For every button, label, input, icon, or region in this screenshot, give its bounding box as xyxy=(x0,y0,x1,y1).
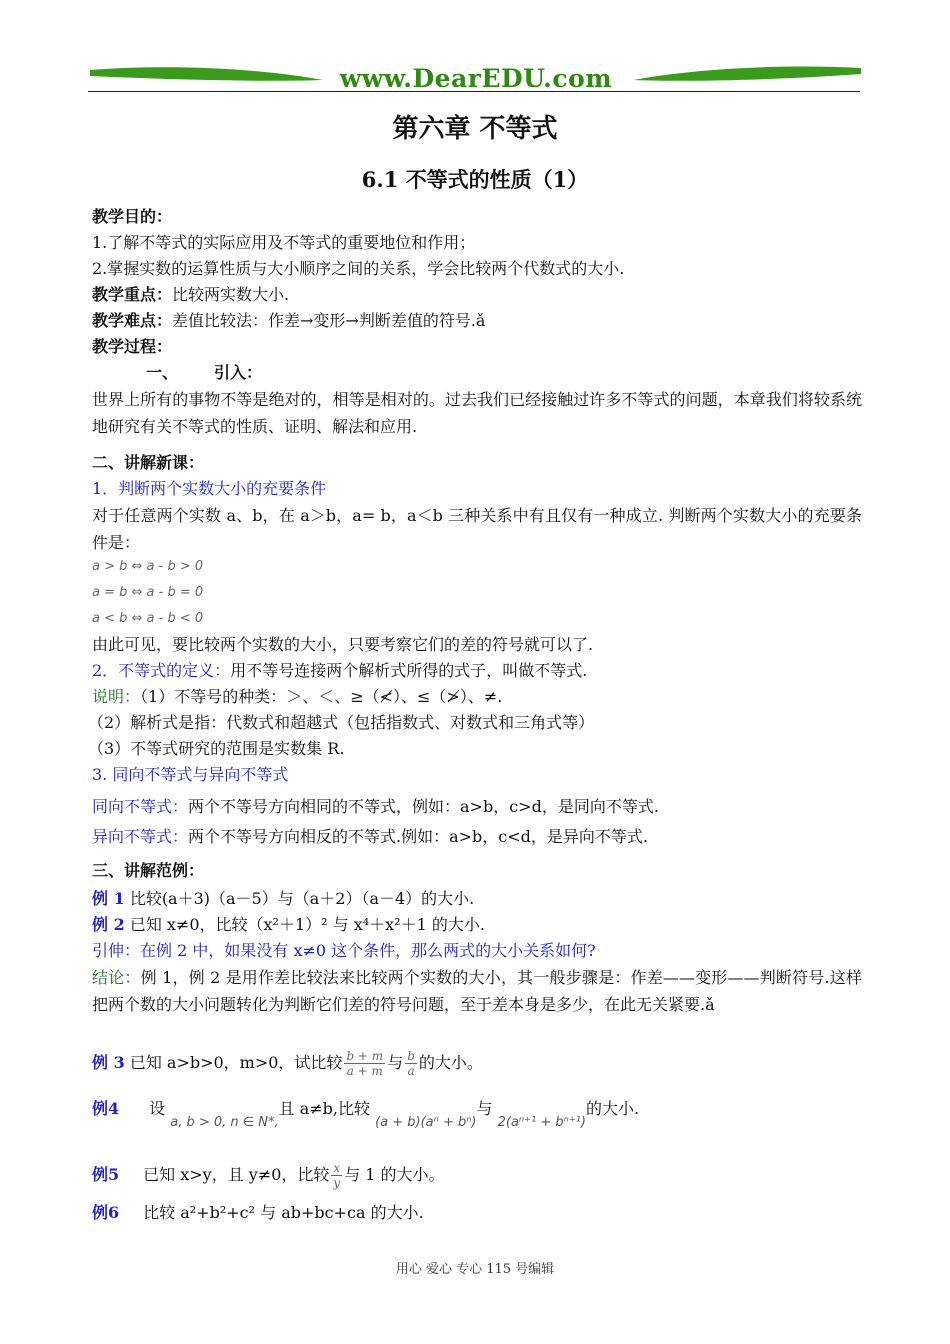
example-4-post: 的大小. xyxy=(585,1099,640,1118)
key-text: 比较两实数大小. xyxy=(172,285,290,304)
opposite-text: 两个不等号方向相反的不等式.例如：a>b，c<d，是异向不等式. xyxy=(188,827,648,846)
s1-paragraph: 对于任意两个实数 a、b，在 a＞b，a= b，a＜b 三种关系中有且仅有一种成立. 判断两个实数大小的充要条件是： xyxy=(92,506,862,552)
examples-heading: 三、讲解范例： xyxy=(92,861,205,880)
note-label: 说明： xyxy=(92,687,141,706)
condition-greater: a > b ⇔ a - b > 0 xyxy=(92,559,204,574)
example-4-condition: a, b > 0, n ∈ N*, xyxy=(170,1115,279,1130)
page-footer: 用心 爱心 专心 115 号编辑 xyxy=(395,1262,555,1277)
example-4-mid1: 且 a≠b,比较 xyxy=(278,1099,370,1118)
note-1 xyxy=(92,686,502,708)
conclusion-label: 结论： xyxy=(92,968,141,987)
example-5-pre: 已知 x>y，且 y≠0，比较 xyxy=(143,1165,330,1184)
example-6-label: 例6 xyxy=(92,1203,120,1222)
section-title: 6.1 不等式的性质（1） xyxy=(361,167,589,192)
example-6-text: 比较 a²+b²+c² 与 ab+bc+ca 的大小. xyxy=(143,1203,424,1222)
intro-number: 一、 xyxy=(146,363,179,382)
process-heading: 教学过程： xyxy=(92,337,173,356)
example-5-fraction: $\frac{x}{y}$ xyxy=(333,1161,341,1190)
example-4-label: 例4 xyxy=(92,1099,120,1118)
example-3-label: 例 3 xyxy=(92,1053,125,1072)
intro-paragraph: 世界上所有的事物不等是绝对的，相等是相对的。过去我们已经接触过许多不等式的问题，本章我们将较系统地研究有关不等式的性质、证明、解法和应用. xyxy=(92,390,862,436)
same-direction xyxy=(92,796,659,818)
new-lesson-heading: 二、讲解新课： xyxy=(92,453,205,472)
example-3-fraction-1: $\frac{b + m}{a + m}$ xyxy=(346,1049,384,1078)
example-4-expr-1: (a + b)(aⁿ + bⁿ) xyxy=(375,1115,477,1130)
example-4-mid2: 与 xyxy=(476,1099,493,1118)
example-3 xyxy=(92,1048,483,1078)
note-1-text: （1）不等号的种类：＞、＜、≥（≮）、≤（≯）、≠. xyxy=(140,687,503,706)
goals-heading: 教学目的： xyxy=(92,207,173,226)
header-rule xyxy=(88,91,860,92)
s3-title: 3. 同向不等式与异向不等式 xyxy=(92,765,289,784)
example-3-post: 的大小。 xyxy=(418,1053,483,1072)
example-3-fraction-2: $\frac{b}{a}$ xyxy=(407,1049,415,1078)
example-5 xyxy=(92,1160,445,1190)
chapter-title: 第六章 不等式 xyxy=(392,114,558,144)
key-heading: 教学重点： xyxy=(92,285,173,304)
example-2-text: 已知 x≠0，比较（x²＋1）² 与 x⁴＋x²＋1 的大小. xyxy=(129,915,485,934)
s2-label: 2．不等式的定义： xyxy=(92,661,231,680)
s1-title: 1．判断两个实数大小的充要条件 xyxy=(92,479,327,498)
difficulty-heading: 教学难点： xyxy=(92,311,173,330)
key-point xyxy=(92,284,289,306)
conclusion xyxy=(92,964,862,1018)
example-4-expr-2: 2(aⁿ⁺¹ + bⁿ⁺¹) xyxy=(497,1115,586,1130)
difficulty xyxy=(92,310,485,332)
example-6 xyxy=(92,1202,424,1224)
same-text: 两个不等号方向相同的不等式，例如：a>b，c>d，是同向不等式. xyxy=(188,797,659,816)
goal-1: 1.了解不等式的实际应用及不等式的重要地位和作用； xyxy=(92,233,476,252)
example-2-label: 例 2 xyxy=(92,915,125,934)
goal-2: 2.掌握实数的运算性质与大小顺序之间的关系，学会比较两个代数式的大小. xyxy=(92,259,625,278)
example-3-pre: 已知 a>b>0，m>0，试比较 xyxy=(129,1053,343,1072)
difficulty-text: 差值比较法：作差→变形→判断差值的符号.ǎ xyxy=(172,311,486,330)
site-url: www.DearEDU.com xyxy=(339,64,613,93)
opposite-direction xyxy=(92,826,648,848)
example-1-label: 例 1 xyxy=(92,889,125,908)
example-1 xyxy=(92,888,474,910)
example-2 xyxy=(92,914,485,936)
intro-heading xyxy=(146,362,262,384)
intro-title: 引入： xyxy=(214,363,263,382)
same-label: 同向不等式： xyxy=(92,797,189,816)
example-5-post: 与 1 的大小。 xyxy=(344,1165,445,1184)
condition-equal: a = b ⇔ a - b = 0 xyxy=(92,585,204,600)
example-4-pre: 设 xyxy=(149,1099,166,1118)
s2-text: 用不等号连接两个解析式所得的式子，叫做不等式. xyxy=(230,661,588,680)
extension: 引伸：在例 2 中，如果没有 x≠0 这个条件，那么两式的大小关系如何? xyxy=(92,941,596,960)
example-5-label: 例5 xyxy=(92,1165,120,1184)
example-1-text: 比较(a＋3)（a－5）与（a＋2）（a－4）的大小. xyxy=(129,889,475,908)
s1-conclusion: 由此可见，要比较两个实数的大小，只要考察它们的差的符号就可以了. xyxy=(92,635,594,654)
note-2: （2）解析式是指：代数式和超越式（包括指数式、对数式和三角式等） xyxy=(88,713,595,732)
example-3-mid: 与 xyxy=(387,1053,404,1072)
opposite-label: 异向不等式： xyxy=(92,827,189,846)
condition-less: a < b ⇔ a - b < 0 xyxy=(92,611,204,626)
s2-definition xyxy=(92,660,587,682)
conclusion-text: 例 1，例 2 是用作差比较法来比较两个实数的大小，其一般步骤是：作差——变形——判断符号.这样把两个数的大小问题转化为判断它们差的符号问题，至于差本身是多少，在此无关紧要.ǎ xyxy=(92,968,862,1014)
note-3: （3）不等式研究的范围是实数集 R. xyxy=(88,739,345,758)
